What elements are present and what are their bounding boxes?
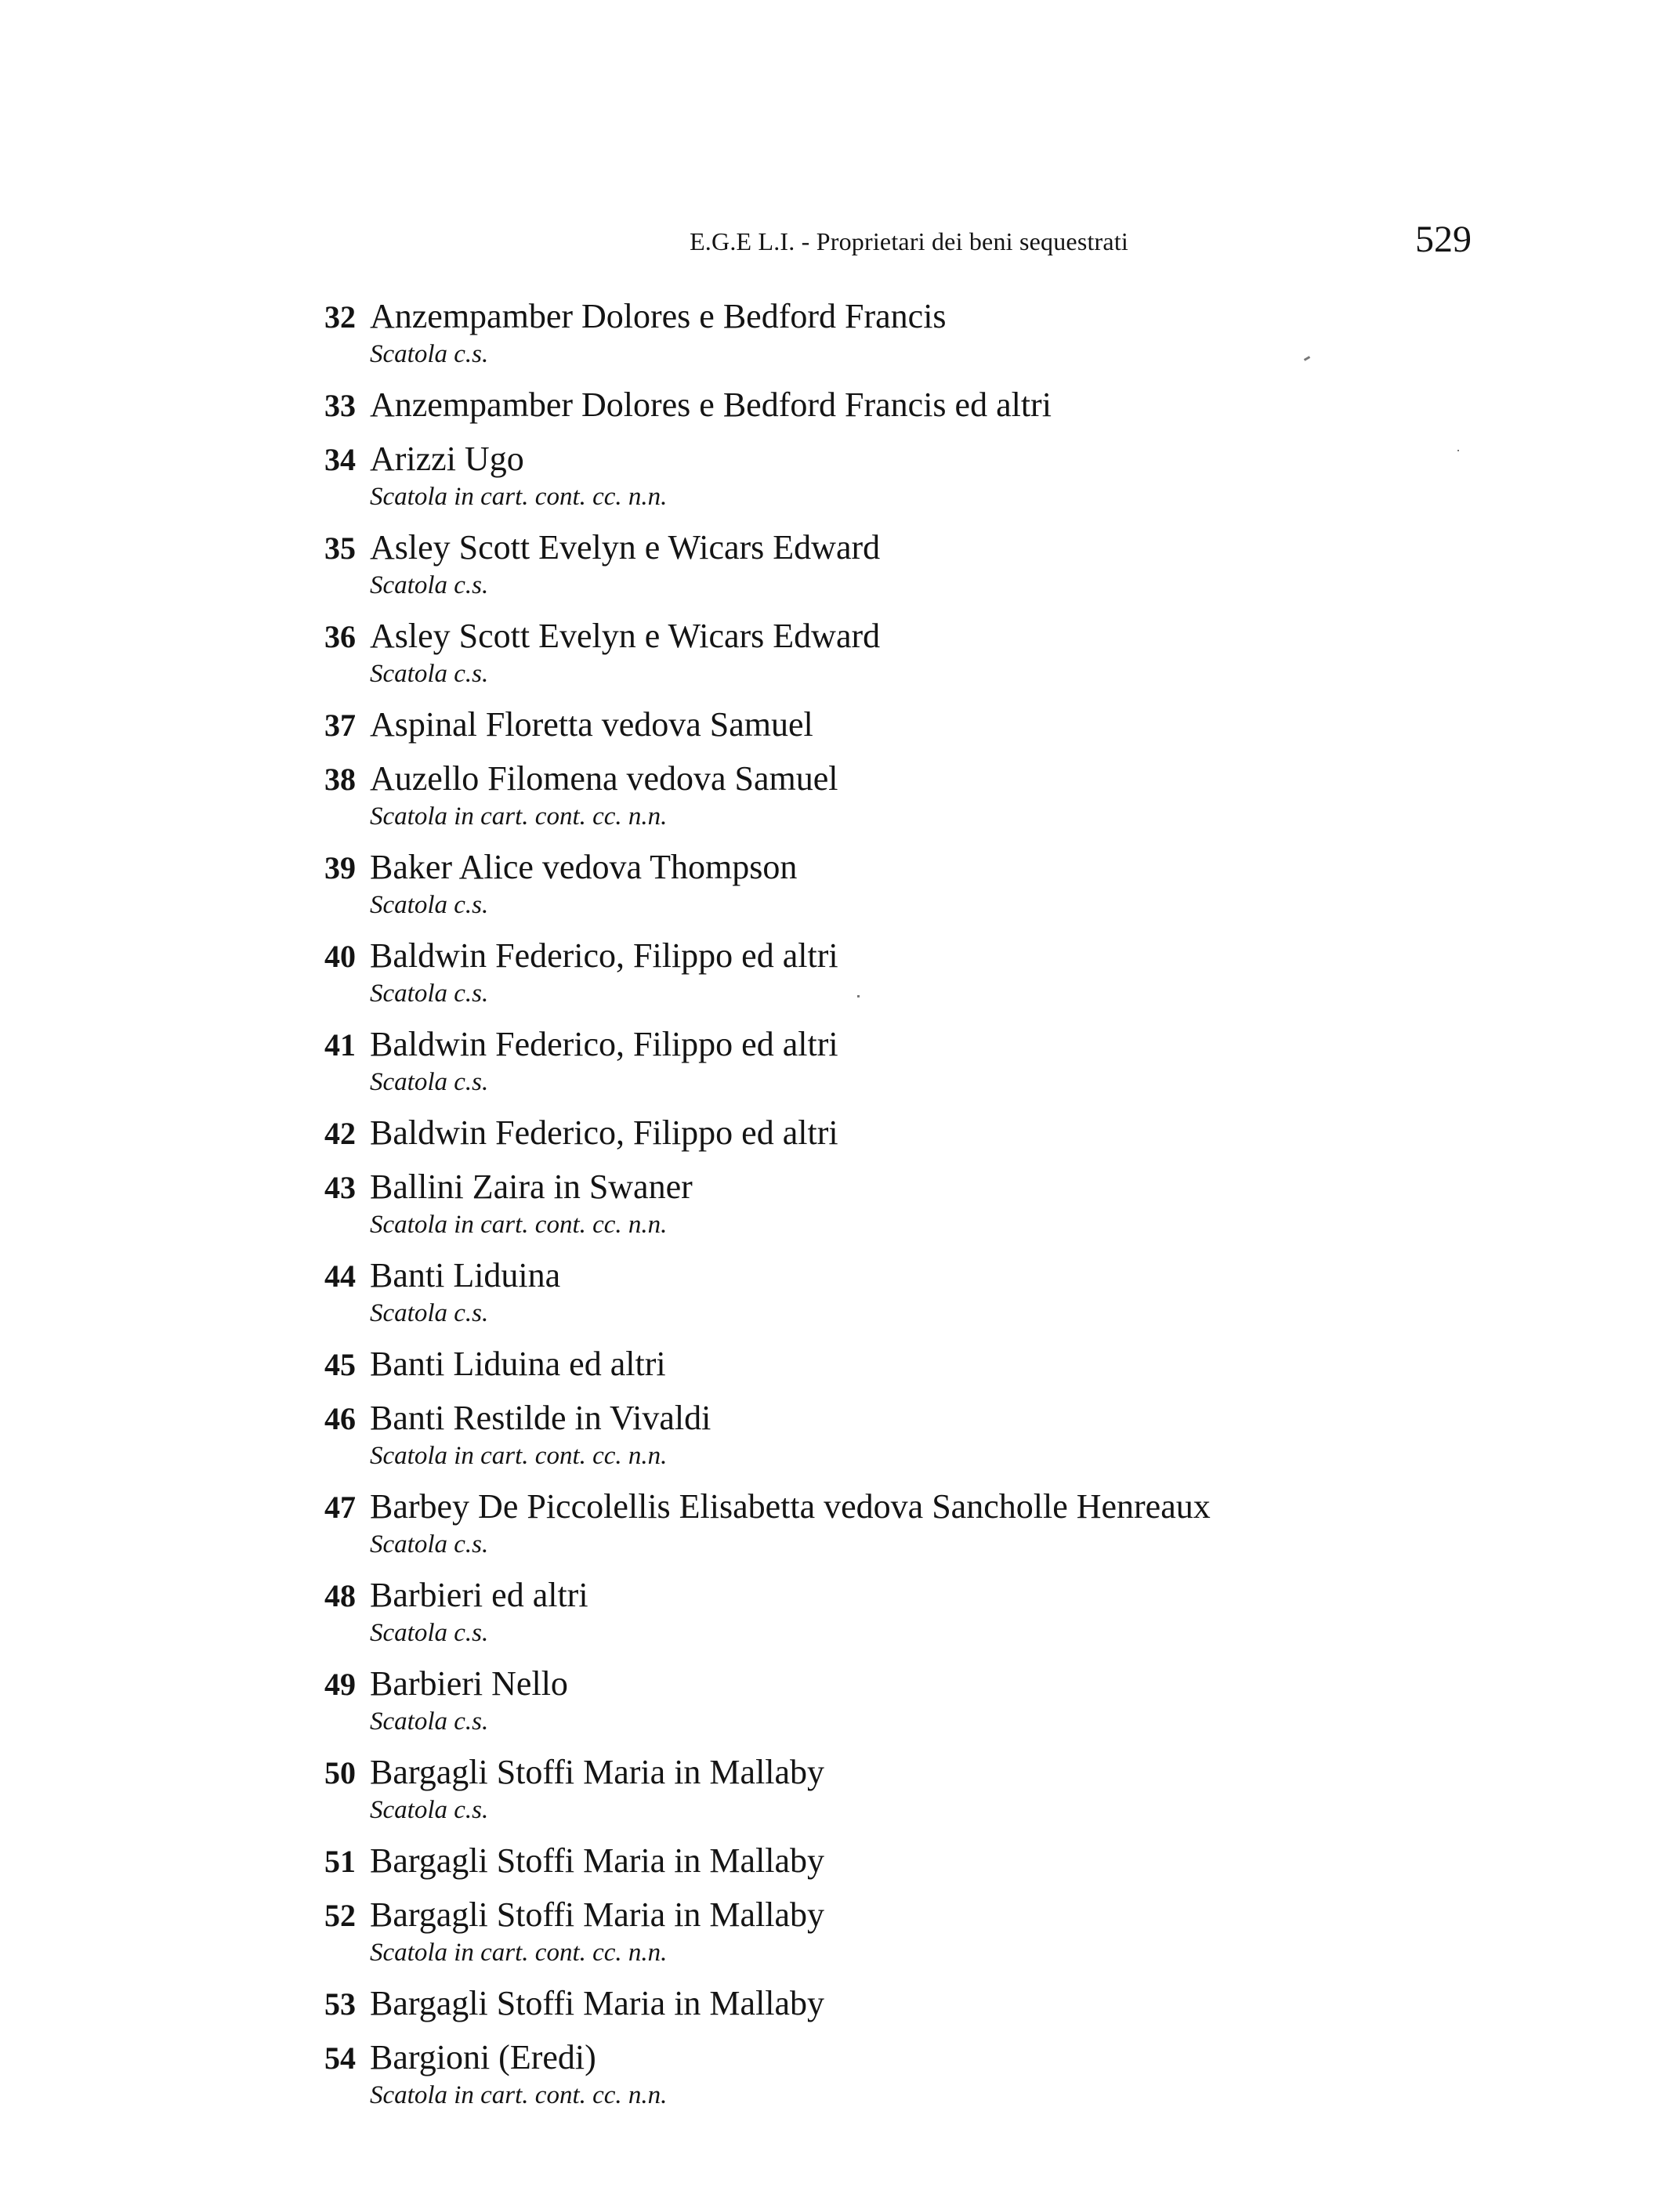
entry-line xyxy=(312,1395,1409,1442)
entry-number: 41 xyxy=(324,1027,356,1063)
entry-note: Scatola c.s. xyxy=(370,1619,489,1647)
entry-note: Scatola c.s. xyxy=(370,571,489,599)
list-item xyxy=(312,1021,1409,1102)
entry-line xyxy=(312,1341,1409,1388)
entry-note: Scatola in cart. cont. cc. n.n. xyxy=(370,802,668,831)
entry-name: Asley Scott Evelyn e Wicars Edward xyxy=(370,528,881,567)
list-item xyxy=(312,755,1409,837)
entry-name: Barbieri Nello xyxy=(370,1664,568,1703)
entry-name: Bargagli Stoffi Maria in Mallaby xyxy=(370,1984,825,2022)
entry-name: Banti Liduina ed altri xyxy=(370,1345,666,1383)
list-item xyxy=(312,1341,1409,1388)
entry-line xyxy=(312,1572,1409,1619)
entry-name: Baldwin Federico, Filippo ed altri xyxy=(370,936,838,975)
entry-number: 43 xyxy=(324,1170,356,1205)
entry-name: Anzempamber Dolores e Bedford Francis ed altri xyxy=(370,386,1052,424)
entry-note: Scatola c.s. xyxy=(370,891,489,919)
entry-note: Scatola in cart. cont. cc. n.n. xyxy=(370,1442,668,1470)
entry-number: 51 xyxy=(324,1844,356,1879)
entry-line xyxy=(312,2034,1409,2081)
entry-line xyxy=(312,1660,1409,1707)
entry-number: 44 xyxy=(324,1258,356,1294)
entry-line xyxy=(312,701,1409,748)
list-item xyxy=(312,382,1409,429)
entry-note: Scatola c.s. xyxy=(370,979,489,1008)
list-item xyxy=(312,436,1409,517)
list-item xyxy=(312,524,1409,606)
list-item xyxy=(312,1892,1409,1973)
entry-number: 53 xyxy=(324,1986,356,2022)
list-item xyxy=(312,1110,1409,1157)
list-item xyxy=(312,1749,1409,1830)
list-item xyxy=(312,1837,1409,1884)
list-item xyxy=(312,1483,1409,1565)
entry-number: 49 xyxy=(324,1667,356,1702)
entry-note: Scatola c.s. xyxy=(370,1796,489,1824)
entry-name: Baker Alice vedova Thompson xyxy=(370,848,798,886)
entry-name: Auzello Filomena vedova Samuel xyxy=(370,759,838,798)
list-item xyxy=(312,1572,1409,1653)
list-item xyxy=(312,701,1409,748)
entry-line xyxy=(312,755,1409,802)
running-head: E.G.E L.I. - Proprietari dei beni sequestrati xyxy=(690,227,1128,255)
entry-name: Barbieri ed altri xyxy=(370,1576,588,1614)
entry-line xyxy=(312,1892,1409,1939)
entry-note: Scatola c.s. xyxy=(370,340,489,368)
entry-name: Asley Scott Evelyn e Wicars Edward xyxy=(370,617,881,655)
entry-line xyxy=(312,1110,1409,1157)
entry-number: 47 xyxy=(324,1490,356,1525)
entry-line xyxy=(312,1483,1409,1530)
entry-number: 35 xyxy=(324,530,356,566)
entry-number: 52 xyxy=(324,1898,356,1933)
entry-line xyxy=(312,382,1409,429)
entry-name: Aspinal Floretta vedova Samuel xyxy=(370,705,813,744)
list-item xyxy=(312,1660,1409,1742)
entry-number: 37 xyxy=(324,708,356,743)
entry-note: Scatola in cart. cont. cc. n.n. xyxy=(370,1939,668,1967)
list-item xyxy=(312,613,1409,694)
entry-line xyxy=(312,1021,1409,1068)
entry-note: Scatola in cart. cont. cc. n.n. xyxy=(370,2081,668,2109)
entry-line xyxy=(312,1164,1409,1211)
entry-number: 48 xyxy=(324,1578,356,1613)
entry-line xyxy=(312,932,1409,979)
entry-line xyxy=(312,436,1409,483)
entry-line xyxy=(312,844,1409,891)
entry-line xyxy=(312,613,1409,660)
entry-number: 39 xyxy=(324,850,356,885)
entry-line xyxy=(312,1980,1409,2027)
entry-number: 38 xyxy=(324,762,356,797)
entry-name: Banti Liduina xyxy=(370,1256,561,1294)
entry-number: 42 xyxy=(324,1116,356,1151)
list-item xyxy=(312,1164,1409,1245)
entry-number: 32 xyxy=(324,299,356,335)
entry-name: Anzempamber Dolores e Bedford Francis xyxy=(370,297,947,335)
entry-name: Ballini Zaira in Swaner xyxy=(370,1168,693,1206)
entry-name: Bargagli Stoffi Maria in Mallaby xyxy=(370,1753,825,1791)
entry-number: 34 xyxy=(324,442,356,477)
entry-list xyxy=(312,293,1409,2123)
list-item xyxy=(312,932,1409,1014)
list-item xyxy=(312,1395,1409,1476)
scan-speck xyxy=(1457,450,1459,451)
entry-note: Scatola c.s. xyxy=(370,1068,489,1096)
entry-number: 36 xyxy=(324,619,356,654)
entry-note: Scatola c.s. xyxy=(370,1299,489,1327)
entry-number: 50 xyxy=(324,1755,356,1790)
entry-number: 33 xyxy=(324,388,356,423)
list-item xyxy=(312,293,1409,375)
entry-note: Scatola in cart. cont. cc. n.n. xyxy=(370,1211,668,1239)
list-item xyxy=(312,2034,1409,2116)
entry-line xyxy=(312,293,1409,340)
scan-speck xyxy=(857,995,860,997)
entry-note: Scatola in cart. cont. cc. n.n. xyxy=(370,483,668,511)
list-item xyxy=(312,1980,1409,2027)
entry-note: Scatola c.s. xyxy=(370,1530,489,1559)
entry-line xyxy=(312,1749,1409,1796)
entry-name: Baldwin Federico, Filippo ed altri xyxy=(370,1113,838,1152)
entry-line xyxy=(312,524,1409,571)
entry-number: 40 xyxy=(324,939,356,974)
entry-name: Baldwin Federico, Filippo ed altri xyxy=(370,1025,838,1063)
entry-name: Arizzi Ugo xyxy=(370,440,524,478)
entry-name: Bargagli Stoffi Maria in Mallaby xyxy=(370,1841,825,1880)
entry-note: Scatola c.s. xyxy=(370,660,489,688)
entry-line xyxy=(312,1837,1409,1884)
page-number: 529 xyxy=(1415,219,1472,260)
entry-number: 45 xyxy=(324,1347,356,1382)
entry-name: Barbey De Piccolellis Elisabetta vedova Sancholle Henreaux xyxy=(370,1487,1211,1526)
entry-name: Bargagli Stoffi Maria in Mallaby xyxy=(370,1895,825,1934)
entry-number: 54 xyxy=(324,2040,356,2076)
list-item xyxy=(312,844,1409,925)
list-item xyxy=(312,1252,1409,1334)
entry-name: Banti Restilde in Vivaldi xyxy=(370,1399,711,1437)
entry-number: 46 xyxy=(324,1401,356,1436)
entry-line xyxy=(312,1252,1409,1299)
entry-note: Scatola c.s. xyxy=(370,1707,489,1736)
entry-name: Bargioni (Eredi) xyxy=(370,2038,596,2076)
